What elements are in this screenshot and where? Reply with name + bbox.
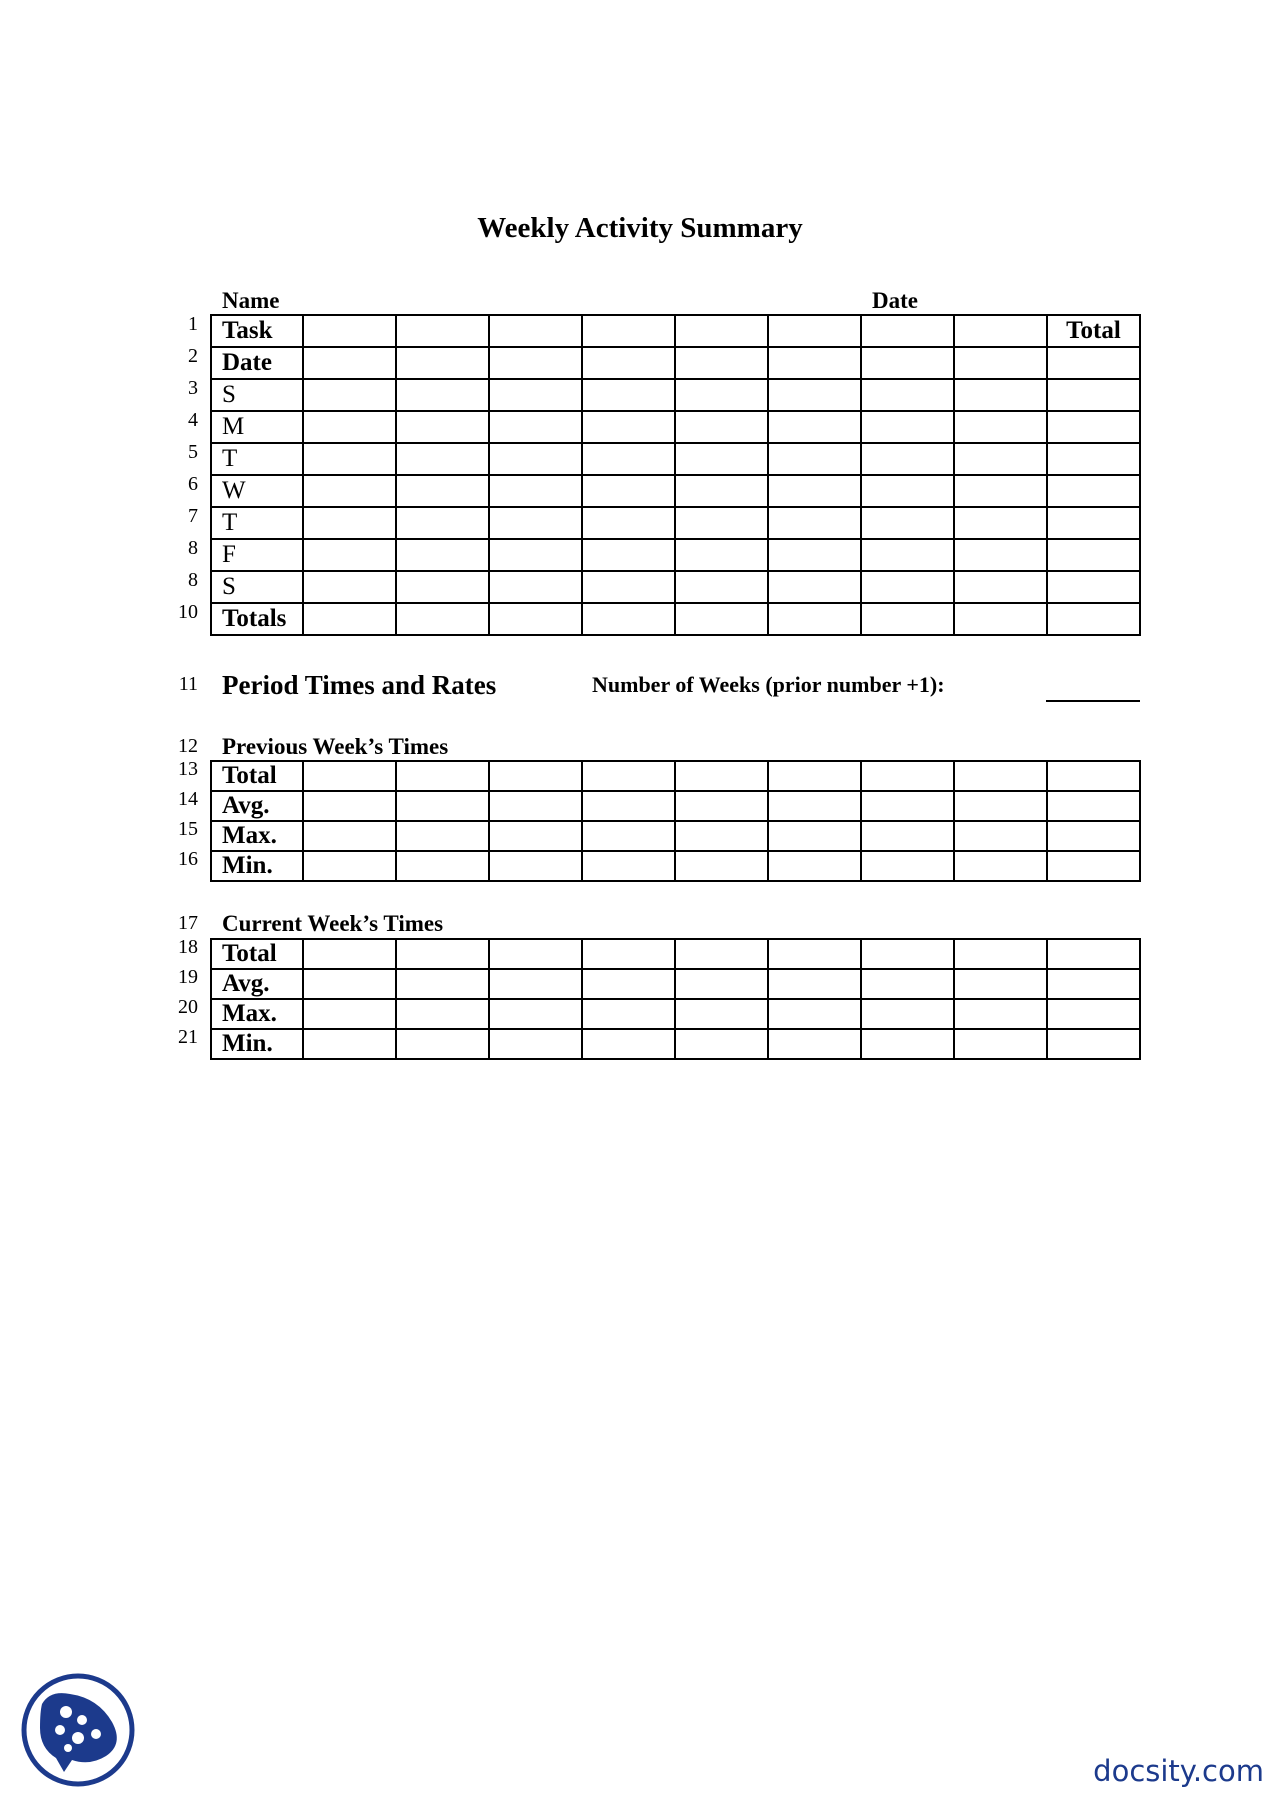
table-cell[interactable]	[861, 969, 954, 999]
table-cell[interactable]	[396, 379, 489, 411]
table-cell[interactable]	[1047, 761, 1140, 791]
weeks-input-line[interactable]	[1046, 700, 1140, 702]
table-cell[interactable]	[861, 475, 954, 507]
table-cell[interactable]	[1047, 821, 1140, 851]
table-cell[interactable]	[768, 347, 861, 379]
table-cell[interactable]	[861, 603, 954, 635]
table-row	[211, 507, 1140, 539]
table-cell[interactable]	[768, 939, 861, 969]
table-cell[interactable]	[675, 969, 768, 999]
table-cell[interactable]	[768, 761, 861, 791]
table-cell[interactable]	[489, 507, 582, 539]
row-label: Avg.	[211, 791, 303, 821]
weekly-activity-table	[210, 314, 1141, 636]
table-cell[interactable]	[954, 507, 1047, 539]
table-cell[interactable]	[768, 315, 861, 347]
table-cell[interactable]	[396, 347, 489, 379]
table-cell[interactable]	[303, 347, 396, 379]
table-cell[interactable]	[489, 821, 582, 851]
row-label: W	[211, 475, 303, 507]
table-cell[interactable]	[396, 603, 489, 635]
table-cell[interactable]	[582, 347, 675, 379]
table-cell[interactable]	[954, 761, 1047, 791]
table-cell[interactable]	[396, 999, 489, 1029]
row-number: 12	[178, 735, 198, 757]
table-cell[interactable]	[396, 821, 489, 851]
table-cell[interactable]	[303, 539, 396, 571]
table-cell[interactable]	[1047, 443, 1140, 475]
table-cell[interactable]	[675, 939, 768, 969]
row-number: 21	[178, 1026, 198, 1048]
table-cell[interactable]	[489, 475, 582, 507]
table-cell[interactable]	[303, 821, 396, 851]
table-row	[211, 475, 1140, 507]
table-cell[interactable]	[1047, 939, 1140, 969]
table-cell[interactable]	[954, 999, 1047, 1029]
table-cell[interactable]	[1047, 969, 1140, 999]
row-label: Min.	[211, 851, 303, 881]
row-label: Max.	[211, 821, 303, 851]
table-cell[interactable]	[396, 411, 489, 443]
table-cell[interactable]	[582, 791, 675, 821]
row-label: Total	[211, 939, 303, 969]
table-cell[interactable]	[582, 603, 675, 635]
table-cell[interactable]	[489, 761, 582, 791]
row-label: Total	[211, 761, 303, 791]
table-cell[interactable]	[861, 821, 954, 851]
table-cell[interactable]	[303, 475, 396, 507]
table-cell[interactable]	[954, 821, 1047, 851]
row-number: 15	[178, 818, 198, 840]
table-cell[interactable]	[675, 851, 768, 881]
table-cell[interactable]	[489, 939, 582, 969]
table-cell[interactable]	[861, 999, 954, 1029]
table-cell[interactable]	[861, 539, 954, 571]
table-cell[interactable]	[954, 851, 1047, 881]
table-cell[interactable]	[582, 411, 675, 443]
table-cell[interactable]	[675, 603, 768, 635]
table-cell[interactable]	[303, 443, 396, 475]
table-cell[interactable]	[675, 379, 768, 411]
table-cell[interactable]	[396, 851, 489, 881]
table-cell[interactable]	[768, 999, 861, 1029]
table-cell[interactable]	[675, 761, 768, 791]
table-row	[211, 315, 1140, 347]
table-cell[interactable]	[303, 791, 396, 821]
table-cell[interactable]	[768, 507, 861, 539]
table-cell[interactable]	[861, 851, 954, 881]
table-cell[interactable]	[675, 791, 768, 821]
table-row	[211, 969, 1140, 999]
row-number: 2	[188, 345, 198, 367]
table-cell[interactable]	[489, 571, 582, 603]
table-cell[interactable]	[861, 347, 954, 379]
table-cell[interactable]	[1047, 347, 1140, 379]
table-cell[interactable]	[396, 1029, 489, 1059]
table-cell[interactable]	[861, 939, 954, 969]
docsity-brand[interactable]: docsity.com	[1093, 1754, 1264, 1788]
table-cell[interactable]	[396, 539, 489, 571]
table-cell[interactable]	[861, 1029, 954, 1059]
table-cell[interactable]	[954, 443, 1047, 475]
table-cell[interactable]	[303, 411, 396, 443]
table-cell[interactable]	[768, 411, 861, 443]
table-cell[interactable]	[303, 969, 396, 999]
table-cell[interactable]	[768, 851, 861, 881]
table-cell[interactable]	[675, 347, 768, 379]
table-cell[interactable]	[861, 571, 954, 603]
table-cell[interactable]	[861, 379, 954, 411]
table-cell[interactable]	[303, 999, 396, 1029]
row-label: Totals	[211, 603, 303, 635]
row-label: F	[211, 539, 303, 571]
table-cell[interactable]	[954, 379, 1047, 411]
current-week-table	[210, 938, 1141, 1060]
table-cell[interactable]	[1047, 851, 1140, 881]
table-cell[interactable]	[675, 571, 768, 603]
table-cell[interactable]	[675, 411, 768, 443]
table-cell[interactable]	[582, 999, 675, 1029]
name-label: Name	[222, 288, 280, 313]
previous-week-table	[210, 760, 1141, 882]
table-cell[interactable]	[1047, 571, 1140, 603]
table-cell[interactable]	[768, 475, 861, 507]
table-cell[interactable]	[954, 411, 1047, 443]
table-cell[interactable]	[954, 1029, 1047, 1059]
table-cell[interactable]	[489, 969, 582, 999]
table-cell[interactable]	[582, 379, 675, 411]
docsity-logo-icon	[20, 1672, 136, 1788]
table-cell[interactable]	[768, 539, 861, 571]
table-cell[interactable]	[1047, 603, 1140, 635]
weeks-label: Number of Weeks (prior number +1):	[592, 672, 945, 697]
table-cell[interactable]	[396, 475, 489, 507]
table-cell[interactable]	[1047, 539, 1140, 571]
table-row	[211, 347, 1140, 379]
table-cell[interactable]	[1047, 507, 1140, 539]
row-number: 14	[178, 788, 198, 810]
table-cell[interactable]	[1047, 999, 1140, 1029]
table-cell[interactable]	[582, 571, 675, 603]
table-cell[interactable]	[675, 821, 768, 851]
table-cell[interactable]	[861, 443, 954, 475]
row-number: 7	[188, 505, 198, 527]
table-cell[interactable]	[1047, 1029, 1140, 1059]
table-cell[interactable]	[1047, 411, 1140, 443]
row-number: 8	[188, 537, 198, 559]
current-week-title: Current Week’s Times	[222, 911, 444, 936]
row-label: Avg.	[211, 969, 303, 999]
table-cell[interactable]	[582, 939, 675, 969]
table-cell[interactable]	[768, 1029, 861, 1059]
table-cell[interactable]	[396, 571, 489, 603]
table-cell[interactable]	[489, 411, 582, 443]
table-cell[interactable]	[675, 999, 768, 1029]
table-cell[interactable]	[1047, 475, 1140, 507]
table-cell[interactable]	[582, 315, 675, 347]
table-cell[interactable]	[675, 475, 768, 507]
table-cell[interactable]	[861, 411, 954, 443]
table-cell[interactable]	[582, 851, 675, 881]
table-cell[interactable]	[861, 791, 954, 821]
period-title: Period Times and Rates	[222, 670, 497, 700]
table-cell[interactable]	[396, 443, 489, 475]
row-number: 1	[188, 313, 198, 335]
table-cell[interactable]	[396, 507, 489, 539]
table-cell[interactable]	[396, 791, 489, 821]
row-number: 13	[178, 758, 198, 780]
row-label: T	[211, 507, 303, 539]
table-cell[interactable]	[954, 603, 1047, 635]
table-row	[211, 411, 1140, 443]
row-number: 3	[188, 377, 198, 399]
table-cell[interactable]	[954, 539, 1047, 571]
row-number: 18	[178, 936, 198, 958]
table-row	[211, 443, 1140, 475]
table-cell[interactable]	[582, 475, 675, 507]
table-cell[interactable]	[768, 379, 861, 411]
table-cell[interactable]	[954, 315, 1047, 347]
row-label: Task	[211, 315, 303, 347]
row-number: 8	[188, 569, 198, 591]
row-label: M	[211, 411, 303, 443]
table-cell[interactable]	[396, 761, 489, 791]
table-cell[interactable]	[582, 821, 675, 851]
table-cell[interactable]	[768, 791, 861, 821]
table-cell[interactable]	[303, 571, 396, 603]
row-label: Date	[211, 347, 303, 379]
table-cell[interactable]	[582, 539, 675, 571]
table-row	[211, 603, 1140, 635]
table-row	[211, 571, 1140, 603]
table-cell[interactable]	[489, 347, 582, 379]
table-cell[interactable]	[489, 443, 582, 475]
table-cell[interactable]	[303, 379, 396, 411]
table-cell[interactable]	[768, 443, 861, 475]
table-cell[interactable]	[861, 315, 954, 347]
row-number: 4	[188, 409, 198, 431]
table-cell[interactable]	[675, 507, 768, 539]
table-cell[interactable]	[675, 315, 768, 347]
row-label: Min.	[211, 1029, 303, 1059]
row-number: 16	[178, 848, 198, 870]
row-number: 10	[178, 601, 198, 623]
table-cell[interactable]	[489, 379, 582, 411]
table-cell[interactable]	[1047, 379, 1140, 411]
table-row	[211, 999, 1140, 1029]
table-cell[interactable]	[954, 791, 1047, 821]
table-cell[interactable]	[1047, 791, 1140, 821]
previous-week-title: Previous Week’s Times	[222, 734, 449, 759]
table-cell[interactable]	[768, 571, 861, 603]
table-cell[interactable]	[489, 603, 582, 635]
table-cell[interactable]	[768, 969, 861, 999]
table-cell[interactable]	[954, 475, 1047, 507]
table-cell[interactable]	[303, 507, 396, 539]
table-cell[interactable]	[582, 507, 675, 539]
table-cell[interactable]	[303, 603, 396, 635]
row-number: 6	[188, 473, 198, 495]
table-cell[interactable]	[861, 761, 954, 791]
table-cell[interactable]	[489, 791, 582, 821]
table-row	[211, 939, 1140, 969]
table-cell[interactable]	[489, 539, 582, 571]
table-cell[interactable]	[489, 999, 582, 1029]
row-label: S	[211, 571, 303, 603]
table-row	[211, 791, 1140, 821]
table-cell[interactable]	[303, 761, 396, 791]
row-label: T	[211, 443, 303, 475]
row-number: 5	[188, 441, 198, 463]
table-cell[interactable]	[768, 603, 861, 635]
table-cell[interactable]	[303, 1029, 396, 1059]
table-cell[interactable]	[303, 939, 396, 969]
row-number: 11	[178, 673, 198, 695]
table-cell[interactable]	[489, 851, 582, 881]
table-cell[interactable]	[861, 507, 954, 539]
total-header[interactable]: Total	[1047, 315, 1140, 347]
table-cell[interactable]	[396, 969, 489, 999]
table-cell[interactable]	[675, 1029, 768, 1059]
row-number: 17	[178, 912, 198, 934]
table-row	[211, 821, 1140, 851]
table-cell[interactable]	[675, 539, 768, 571]
table-cell[interactable]	[954, 347, 1047, 379]
table-cell[interactable]	[303, 315, 396, 347]
table-cell[interactable]	[954, 969, 1047, 999]
table-cell[interactable]	[489, 1029, 582, 1059]
table-row	[211, 851, 1140, 881]
row-number: 19	[178, 966, 198, 988]
table-cell[interactable]	[768, 821, 861, 851]
table-row	[211, 379, 1140, 411]
table-cell[interactable]	[675, 443, 768, 475]
table-cell[interactable]	[582, 761, 675, 791]
table-cell[interactable]	[582, 443, 675, 475]
table-cell[interactable]	[396, 939, 489, 969]
table-cell[interactable]	[954, 571, 1047, 603]
row-number: 20	[178, 996, 198, 1018]
table-row	[211, 1029, 1140, 1059]
table-row	[211, 539, 1140, 571]
row-label: Max.	[211, 999, 303, 1029]
table-cell[interactable]	[582, 969, 675, 999]
table-row	[211, 761, 1140, 791]
page-title: Weekly Activity Summary	[477, 212, 803, 244]
table-cell[interactable]	[954, 939, 1047, 969]
table-cell[interactable]	[303, 851, 396, 881]
date-label: Date	[872, 288, 918, 313]
table-cell[interactable]	[582, 1029, 675, 1059]
row-label: S	[211, 379, 303, 411]
table-cell[interactable]	[396, 315, 489, 347]
table-cell[interactable]	[489, 315, 582, 347]
